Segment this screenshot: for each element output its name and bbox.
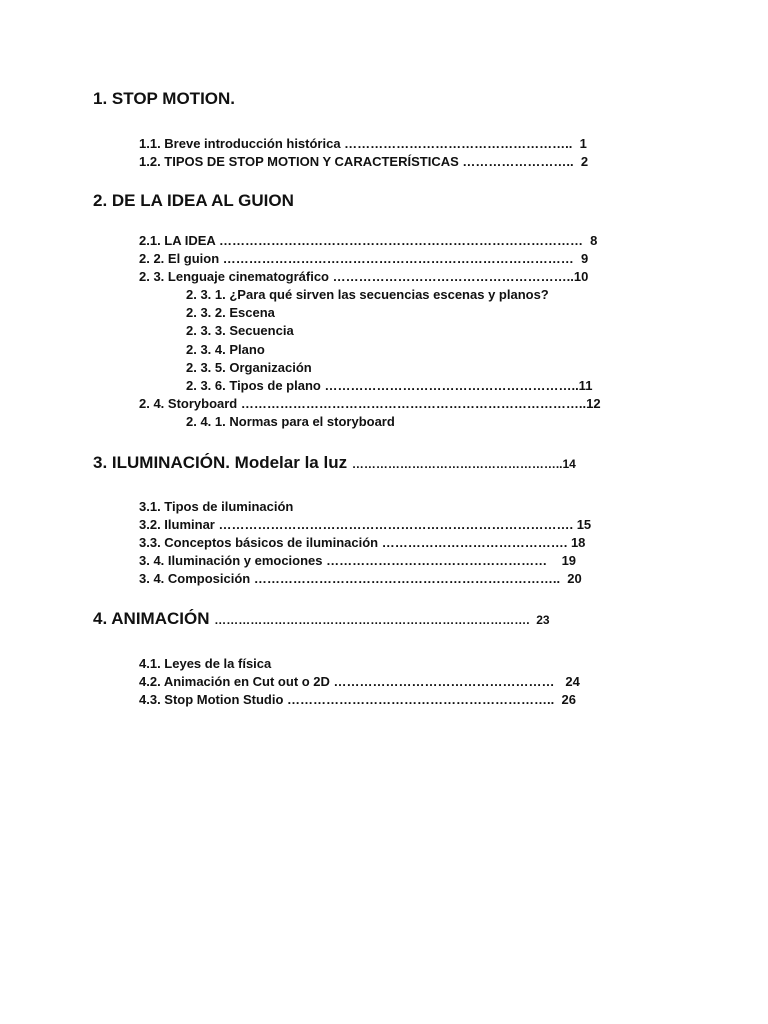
toc-entry: 1.1. Breve introducción histórica …………………………………………….. 1 <box>139 136 587 151</box>
toc-entry: 4.3. Stop Motion Studio …………………………………………………….. 26 <box>139 692 576 707</box>
section-2-heading: 2. DE LA IDEA AL GUION <box>93 191 294 210</box>
toc-entry: 3.1. Tipos de iluminación <box>139 499 294 514</box>
toc-subentry: 2. 3. 3. Secuencia <box>186 323 294 338</box>
toc-entry: 1.2. TIPOS DE STOP MOTION Y CARACTERÍSTICAS …………………….. 2 <box>139 154 589 169</box>
section-3-page: ……………………………………………..14 <box>351 457 576 471</box>
toc-entry: 3.2. Iluminar ………………………………………………………………………. 15 <box>139 517 592 532</box>
toc-entry: 3.3. Conceptos básicos de iluminación ……………………………………. 18 <box>139 535 586 550</box>
toc-entry: 2. 3. Lenguaje cinematográfico ………………………………………………..10 <box>139 269 589 284</box>
toc-subentry: 2. 3. 4. Plano <box>186 342 265 357</box>
toc-entry: 4.1. Leyes de la física <box>139 656 272 671</box>
toc-entry: 2.1. LA IDEA ………………………………………………………………………… 8 <box>139 233 598 248</box>
toc-subentry: 2. 3. 5. Organización <box>186 360 312 375</box>
section-1-heading: 1. STOP MOTION. <box>93 89 236 108</box>
toc-subentry: 2. 3. 1. ¿Para qué sirven las secuencias escenas y planos? <box>186 287 549 302</box>
toc-entry: 3. 4. Composición …………………………………………………………….. 20 <box>139 571 582 586</box>
section-3-heading: 3. ILUMINACIÓN. Modelar la luz ……………………………………………..14 <box>93 453 576 472</box>
section-4-page: ……………………………………………………………………. 23 <box>214 613 550 627</box>
toc-subentry: 2. 4. 1. Normas para el storyboard <box>186 414 395 429</box>
toc-entry: 2. 4. Storyboard ……………………………………………………………………..12 <box>139 396 601 411</box>
toc-subentry: 2. 3. 2. Escena <box>186 305 275 320</box>
toc-entry: 2. 2. El guion ……………………………………………………………………… 9 <box>139 251 589 266</box>
toc-entry: 4.2. Animación en Cut out o 2D …………………………………………… 24 <box>139 674 580 689</box>
section-4-heading: 4. ANIMACIÓN ……………………………………………………………………. 23 <box>93 609 550 628</box>
toc-entry: 3. 4. Iluminación y emociones …………………………………………… 19 <box>139 553 577 568</box>
toc-subentry: 2. 3. 6. Tipos de plano …………………………………………………..11 <box>186 378 593 393</box>
